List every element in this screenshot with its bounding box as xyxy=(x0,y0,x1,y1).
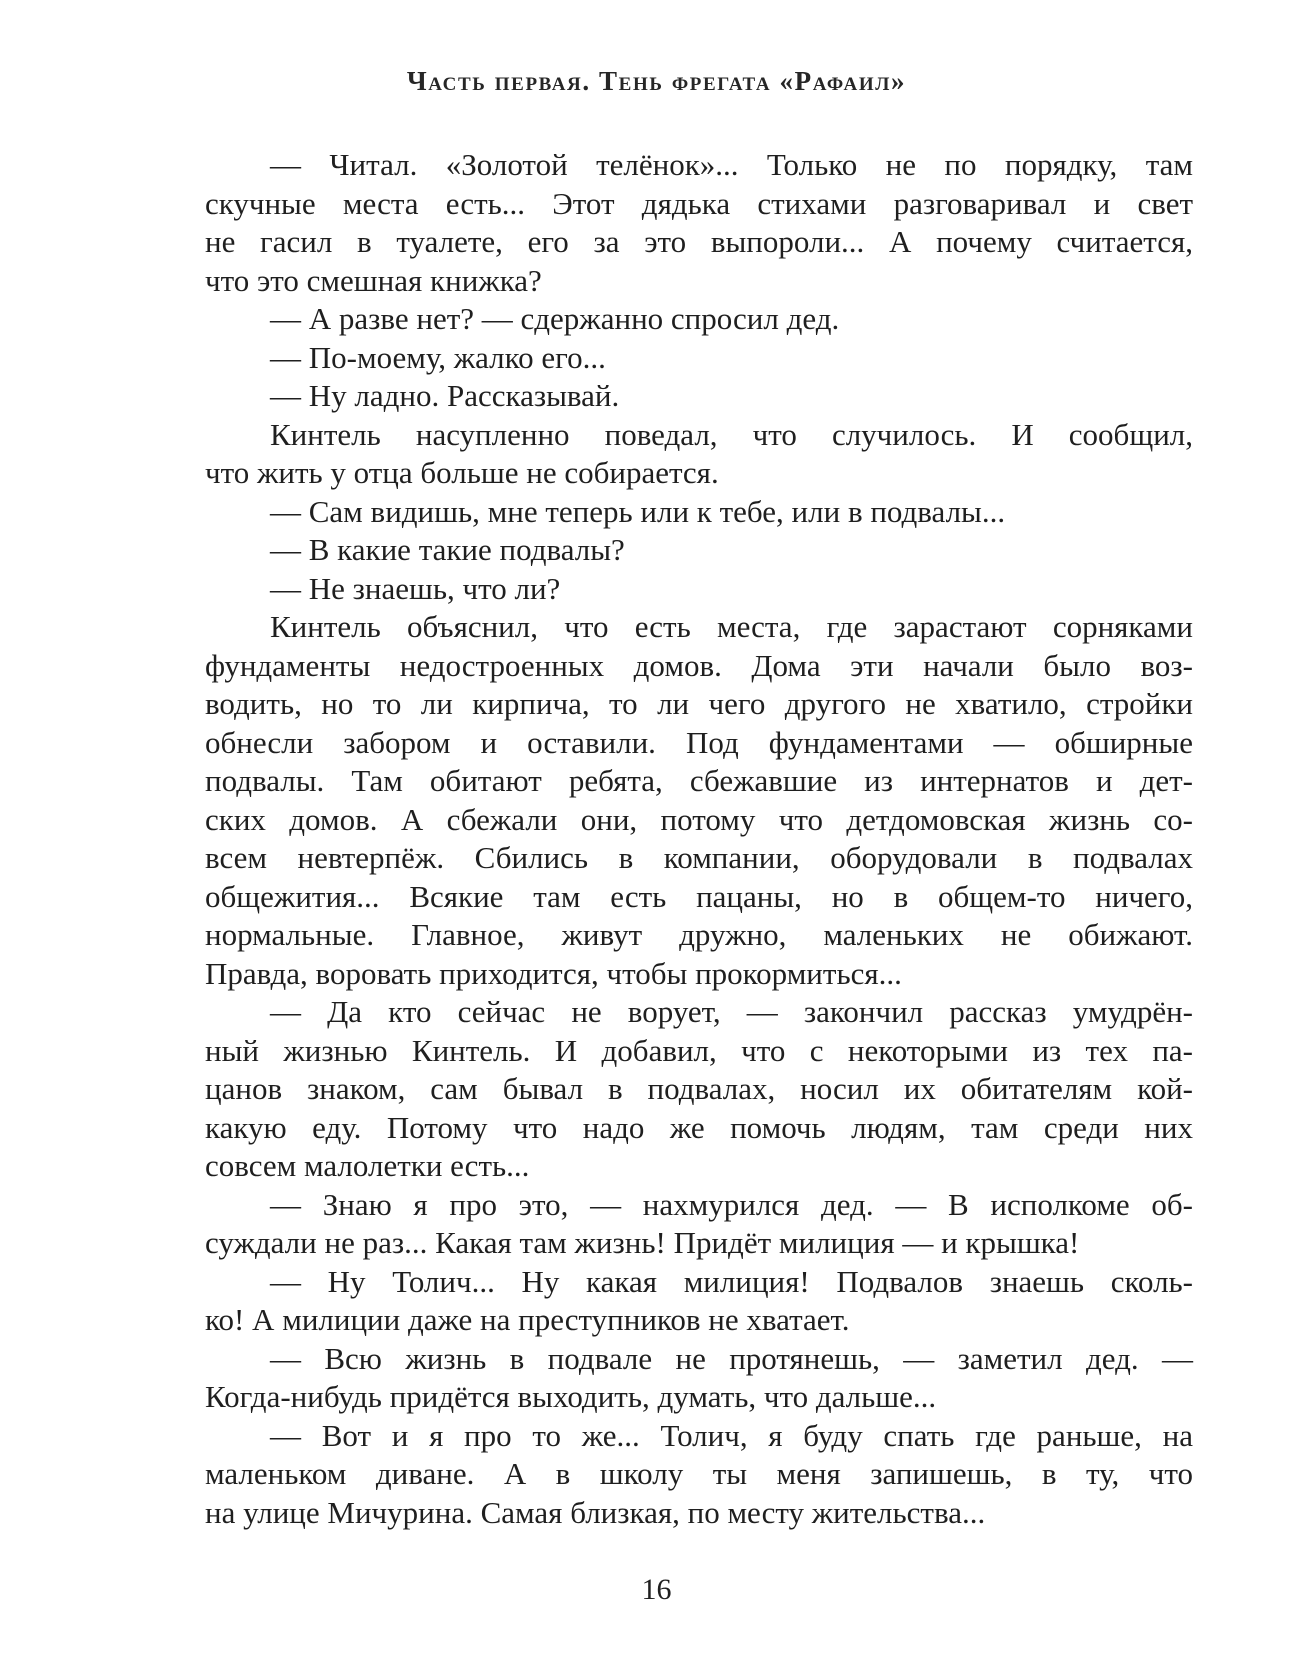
text-line: — Не знаешь, что ли? xyxy=(270,570,561,606)
page-number: 16 xyxy=(641,1573,672,1606)
text-line: маленьком диване. А в школу ты меня запишешь, в ту, что xyxy=(205,1456,1193,1491)
text-line: — Ну ладно. Рассказывай. xyxy=(270,378,620,413)
text-line: Когда-нибудь придётся выходить, думать, что дальше... xyxy=(205,1379,937,1414)
text-line: скучные места есть... Этот дядька стихами разговаривал и свет xyxy=(205,185,1193,221)
text-line: что жить у отца больше не собирается. xyxy=(205,455,719,490)
text-line: не гасил в туалете, его за это выпороли... А почему считается, xyxy=(205,224,1193,259)
text-line: совсем малолетки есть... xyxy=(205,1148,530,1183)
body-text xyxy=(205,146,1193,1532)
text-line: ный жизнью Кинтель. И добавил, что с некоторыми из тех па- xyxy=(205,1032,1193,1068)
text-line: на улице Мичурина. Самая близкая, по месту жительства... xyxy=(205,1494,986,1530)
text-line: — Да кто сейчас не ворует, — закончил рассказ умудрён- xyxy=(270,994,1193,1029)
text-line: ко! А милиции даже на преступников не хватает. xyxy=(205,1302,850,1337)
text-line: водить, но то ли кирпича, то ли чего другого не хватило, стройки xyxy=(205,686,1193,721)
text-line: ских домов. А сбежали они, потому что детдомовская жизнь со- xyxy=(205,801,1193,837)
text-line: фундаменты недостроенных домов. Дома эти начали было воз- xyxy=(205,647,1193,683)
text-line: — Читал. «Золотой телёнок»... Только не по порядку, там xyxy=(270,147,1193,182)
running-head: Часть первая. Тень фрегата «Рафаил» xyxy=(406,66,907,96)
text-line: общежития... Всякие там есть пацаны, но в общем-то ничего, xyxy=(205,878,1193,914)
text-line: суждали не раз... Какая там жизнь! Придёт милиция — и крышка! xyxy=(205,1225,1080,1260)
text-line: цанов знаком, сам бывал в подвалах, носил их обитателям кой- xyxy=(205,1071,1193,1106)
text-line: всем невтерпёж. Сбились в компании, оборудовали в подвалах xyxy=(205,840,1193,875)
text-line: что это смешная книжка? xyxy=(205,262,542,298)
text-line: — В какие такие подвалы? xyxy=(270,532,625,567)
text-line: — Сам видишь, мне теперь или к тебе, или в подвалы... xyxy=(270,493,1006,529)
text-line: — Всю жизнь в подвале не протянешь, — заметил дед. — xyxy=(270,1340,1193,1376)
text-line: — Ну Толич... Ну какая милиция! Подвалов знаешь сколь- xyxy=(270,1263,1193,1299)
text-line: Кинтель объяснил, что есть места, где зарастают сорняками xyxy=(270,609,1193,644)
text-line: Кинтель насупленно поведал, что случилось. И сообщил, xyxy=(270,416,1193,452)
text-line: обнесли забором и оставили. Под фундаментами — обширные xyxy=(205,724,1193,760)
text-line: нормальные. Главное, живут дружно, маленьких не обижают. xyxy=(205,917,1193,952)
text-line: — По-моему, жалко его... xyxy=(270,339,606,375)
text-line: — Вот и я про то же... Толич, я буду спать где раньше, на xyxy=(270,1417,1193,1453)
text-line: какую еду. Потому что надо же помочь людям, там среди них xyxy=(205,1109,1193,1145)
text-line: подвалы. Там обитают ребята, сбежавшие из интернатов и дет- xyxy=(205,763,1193,798)
text-line: — А разве нет? — сдержанно спросил дед. xyxy=(270,301,840,336)
text-line: Правда, воровать приходится, чтобы прокормиться... xyxy=(205,955,902,991)
text-line: — Знаю я про это, — нахмурился дед. — В исполкоме об- xyxy=(270,1186,1193,1222)
